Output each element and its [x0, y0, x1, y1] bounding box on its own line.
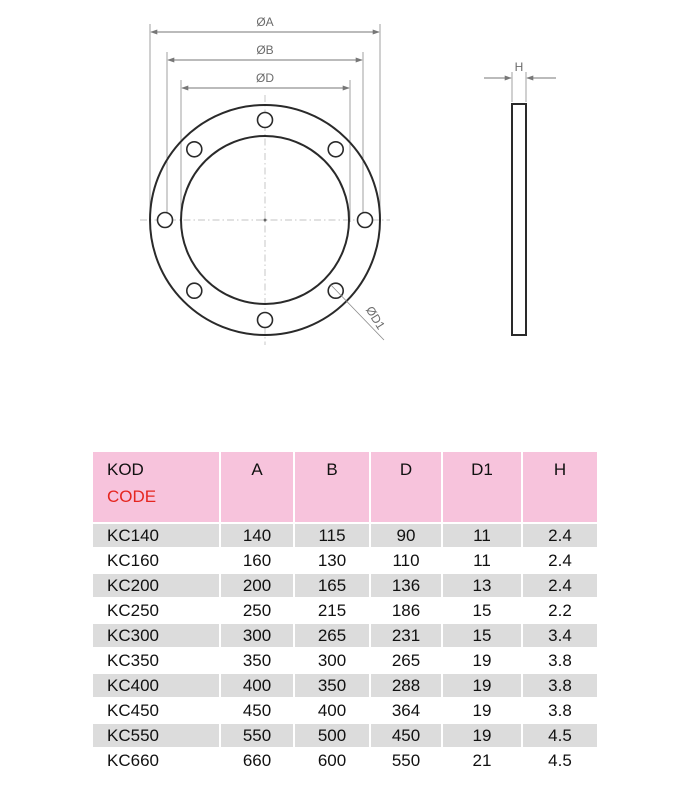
cell-b: 130 [294, 548, 370, 573]
cell-a: 450 [220, 698, 294, 723]
table-row [92, 698, 598, 723]
table-row [92, 648, 598, 673]
dim-label-d1: ØD1 [362, 303, 388, 333]
header-code [92, 451, 220, 523]
header-kod-label: KOD [107, 460, 144, 479]
cell-d: 90 [370, 523, 442, 548]
cell-b: 500 [294, 723, 370, 748]
header-d: D [370, 451, 442, 523]
cell-a: 660 [220, 748, 294, 773]
bolt-hole [328, 283, 343, 298]
cell-code: KC660 [92, 748, 220, 773]
cell-d: 186 [370, 598, 442, 623]
cell-b: 400 [294, 698, 370, 723]
cell-h: 2.4 [522, 523, 598, 548]
cell-a: 250 [220, 598, 294, 623]
header-h: H [522, 451, 598, 523]
cell-h: 4.5 [522, 723, 598, 748]
cell-a: 200 [220, 573, 294, 598]
dimension-table [91, 450, 599, 774]
cell-d1: 11 [442, 548, 522, 573]
flange-technical-drawing [0, 0, 700, 380]
cell-a: 300 [220, 623, 294, 648]
flange-center-point [264, 219, 267, 222]
table-row [92, 523, 598, 548]
cell-code: KC350 [92, 648, 220, 673]
bolt-hole [258, 313, 273, 328]
cell-d: 110 [370, 548, 442, 573]
cell-d1: 11 [442, 523, 522, 548]
cell-code: KC300 [92, 623, 220, 648]
cell-a: 550 [220, 723, 294, 748]
cell-h: 3.8 [522, 698, 598, 723]
cell-b: 350 [294, 673, 370, 698]
bolt-hole [328, 142, 343, 157]
cell-a: 350 [220, 648, 294, 673]
cell-d: 231 [370, 623, 442, 648]
cell-d: 364 [370, 698, 442, 723]
header-code-label: CODE [107, 487, 157, 506]
cell-b: 165 [294, 573, 370, 598]
bolt-hole [358, 213, 373, 228]
cell-d1: 13 [442, 573, 522, 598]
cell-d1: 19 [442, 723, 522, 748]
flange-side-view [512, 104, 526, 335]
cell-d1: 15 [442, 598, 522, 623]
table-row [92, 748, 598, 773]
bolt-hole [187, 142, 202, 157]
dim-label-b: ØB [256, 43, 274, 57]
table-row [92, 723, 598, 748]
cell-b: 115 [294, 523, 370, 548]
cell-a: 400 [220, 673, 294, 698]
cell-code: KC200 [92, 573, 220, 598]
cell-d1: 19 [442, 648, 522, 673]
cell-d: 450 [370, 723, 442, 748]
cell-b: 300 [294, 648, 370, 673]
cell-d: 550 [370, 748, 442, 773]
cell-a: 160 [220, 548, 294, 573]
cell-h: 2.4 [522, 548, 598, 573]
cell-h: 3.4 [522, 623, 598, 648]
cell-d1: 19 [442, 698, 522, 723]
dim-label-d: ØD [256, 71, 274, 85]
cell-b: 215 [294, 598, 370, 623]
dim-label-h: H [514, 60, 524, 74]
cell-d1: 21 [442, 748, 522, 773]
cell-d: 288 [370, 673, 442, 698]
cell-h: 4.5 [522, 748, 598, 773]
cell-h: 3.8 [522, 673, 598, 698]
cell-h: 3.8 [522, 648, 598, 673]
cell-code: KC400 [92, 673, 220, 698]
header-d1: D1 [442, 451, 522, 523]
table-row [92, 673, 598, 698]
cell-d1: 15 [442, 623, 522, 648]
cell-code: KC250 [92, 598, 220, 623]
dim-label-a: ØA [256, 15, 274, 29]
cell-code: KC450 [92, 698, 220, 723]
table-row [92, 623, 598, 648]
cell-code: KC160 [92, 548, 220, 573]
table-row [92, 548, 598, 573]
header-b: B [294, 451, 370, 523]
table-header-row [92, 451, 598, 523]
header-a: A [220, 451, 294, 523]
cell-a: 140 [220, 523, 294, 548]
cell-code: KC550 [92, 723, 220, 748]
cell-h: 2.4 [522, 573, 598, 598]
bolt-hole [158, 213, 173, 228]
table-row [92, 598, 598, 623]
table-row [92, 573, 598, 598]
cell-d: 136 [370, 573, 442, 598]
cell-d: 265 [370, 648, 442, 673]
cell-b: 265 [294, 623, 370, 648]
cell-code: KC140 [92, 523, 220, 548]
cell-b: 600 [294, 748, 370, 773]
bolt-hole [258, 113, 273, 128]
bolt-hole [187, 283, 202, 298]
cell-h: 2.2 [522, 598, 598, 623]
cell-d1: 19 [442, 673, 522, 698]
